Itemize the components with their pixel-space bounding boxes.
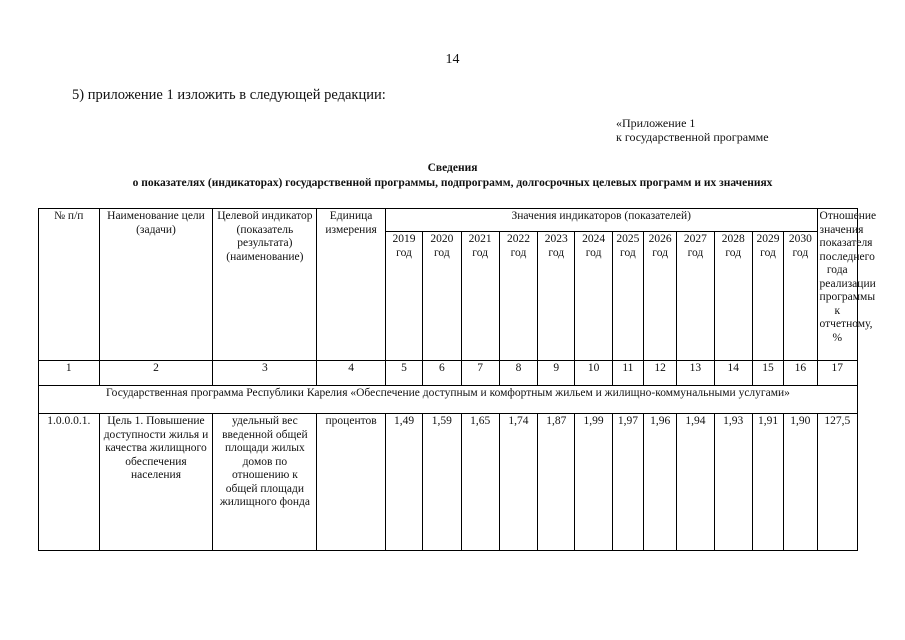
year-number: 2023 [544,233,568,245]
value-2028: 1,93 [714,414,752,551]
value-2024: 1,99 [575,414,612,551]
row-indicator: удельный вес введенной общей площади жилых домов по отношению к общей площади жилищного фонда [213,414,317,551]
column-number-5: 5 [385,361,422,386]
row-ratio: 127,5 [817,414,857,551]
year-header-2029 [752,232,783,361]
year-unit: год [510,246,527,259]
year-unit: год [585,246,602,259]
header-values-group: Значения индикаторов (показателей) [385,209,817,232]
year-header-2023 [538,232,575,361]
year-unit: год [548,246,565,259]
year-header-2030 [784,232,817,361]
header-indicator: Целевой индикатор (показатель результата) (наименование) [213,209,317,361]
column-number-2: 2 [99,361,213,386]
year-unit: год [760,246,776,259]
year-unit: год [792,246,809,259]
year-number: 2022 [506,233,530,245]
header-row-top [39,209,858,232]
column-number-8: 8 [499,361,537,386]
value-2019: 1,49 [385,414,422,551]
header-ratio: Отношение значения показателя последнего года реализации программы к отчетному, % [817,209,857,361]
value-2025: 1,97 [612,414,643,551]
year-number: 2029 [756,233,780,245]
year-header-2027 [677,232,714,361]
column-number-13: 13 [677,361,714,386]
year-number: 2020 [430,233,454,245]
column-number-7: 7 [461,361,499,386]
year-number: 2021 [468,233,492,245]
header-unit: Единица измерения [317,209,386,361]
year-unit: год [396,246,412,259]
year-header-2024 [575,232,612,361]
value-2023: 1,87 [538,414,575,551]
column-number-10: 10 [575,361,612,386]
year-header-2025 [612,232,643,361]
appendix-caption [616,116,769,144]
indicators-table [38,208,877,551]
year-unit: год [652,246,668,259]
column-number-4: 4 [317,361,386,386]
year-number: 2026 [648,233,672,245]
year-number: 2025 [616,233,640,245]
row-unit: процентов [317,414,386,551]
appendix-line-2: к государственной программе [616,130,769,144]
row-num: 1.0.0.0.1. [39,414,100,551]
value-2030: 1,90 [784,414,817,551]
program-row [39,386,858,414]
document-heading [0,161,905,191]
column-number-14: 14 [714,361,752,386]
column-number-9: 9 [538,361,575,386]
value-2026: 1,96 [644,414,677,551]
column-number-11: 11 [612,361,643,386]
year-unit: год [472,246,488,259]
header-goal: Наименование цели (задачи) [99,209,213,361]
year-number: 2027 [683,233,707,245]
year-unit: год [433,246,450,259]
year-unit: год [687,246,704,259]
intro-text: 5) приложение 1 изложить в следующей редакции: [72,87,386,103]
year-header-2019 [385,232,422,361]
heading-title: Сведения [427,162,478,174]
row-goal: Цель 1. Повышение доступности жилья и качества жилищного обеспечения населения [99,414,213,551]
year-header-2022 [499,232,537,361]
column-numbers-row [39,361,858,386]
column-number-12: 12 [644,361,677,386]
value-2020: 1,59 [423,414,461,551]
column-number-1: 1 [39,361,100,386]
year-number: 2024 [582,233,606,245]
column-number-3: 3 [213,361,317,386]
year-unit: год [725,246,742,259]
year-number: 2019 [392,233,416,245]
year-number: 2028 [721,233,745,245]
header-num: № п/п [39,209,100,361]
year-header-2021 [461,232,499,361]
year-header-2026 [644,232,677,361]
column-number-15: 15 [752,361,783,386]
value-2029: 1,91 [752,414,783,551]
year-unit: год [620,246,636,259]
year-number: 2030 [788,233,812,245]
appendix-line-1: «Приложение 1 [616,116,696,130]
column-number-17: 17 [817,361,857,386]
page-number: 14 [445,52,460,67]
value-2022: 1,74 [499,414,537,551]
program-title: Государственная программа Республики Карелия «Обеспечение доступным и комфортным жильем и жилищно-коммунальными услугами» [39,386,858,414]
column-number-16: 16 [784,361,817,386]
year-header-2020 [423,232,461,361]
value-2027: 1,94 [677,414,714,551]
year-header-2028 [714,232,752,361]
value-2021: 1,65 [461,414,499,551]
heading-subtitle: о показателях (индикаторах) государственной программы, подпрограмм, долгосрочных целевых программ и их значениях [132,177,773,189]
table-row [39,414,858,551]
column-number-6: 6 [423,361,461,386]
